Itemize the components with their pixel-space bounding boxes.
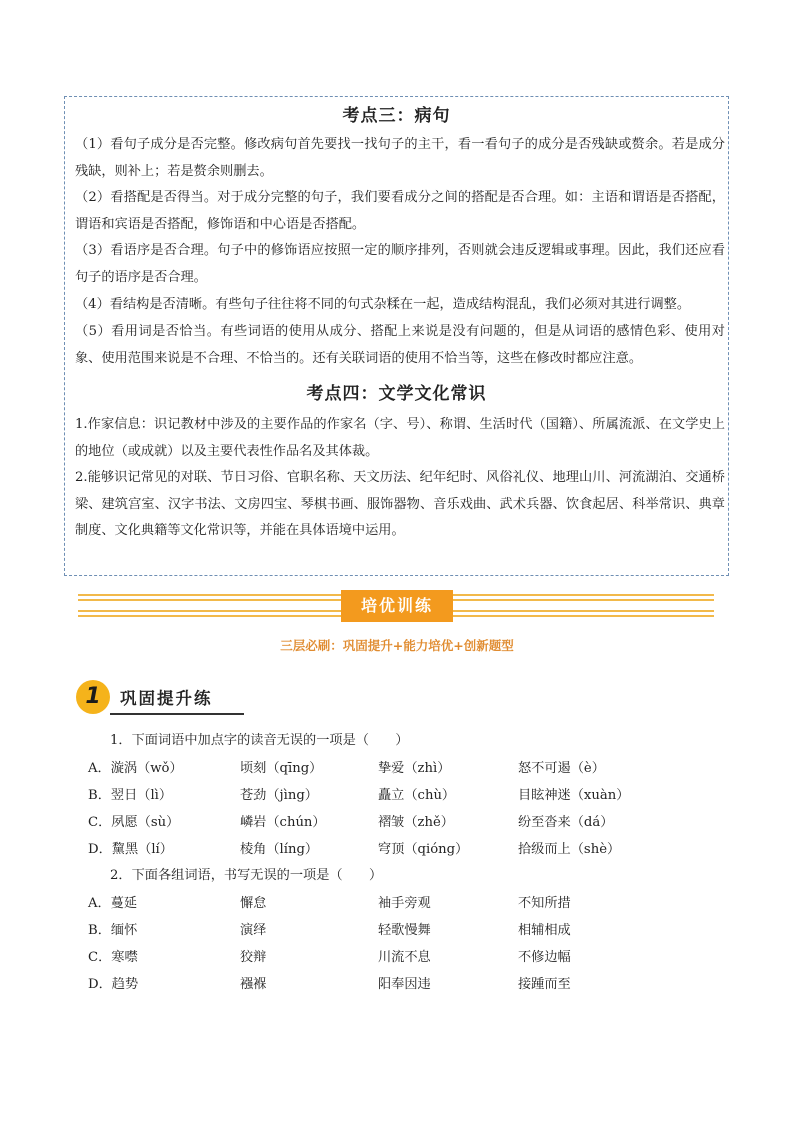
option-cell: 演绎 [240,923,267,938]
option-cell: 狡辩 [240,950,267,965]
section3-paragraph-2: （2）看搭配是否得当。对于成分完整的句子，我们要看成分之间的搭配是否合理。如：主语和谓语是否搭配，谓语和宾语是否搭配，修饰语和中心语是否搭配。 [75,190,725,232]
section4-title: 考点四：文学文化常识 [306,384,487,404]
option-cell: 挚爱（zhì） [378,761,451,776]
question-1-option-a [88,757,708,777]
option-cell: 拾级而上（shè） [518,842,621,857]
option-cell: 棱角（líng） [240,842,319,857]
section3-paragraph-3: （3）看语序是否合理。句子中的修饰语应按照一定的顺序排列，否则就会违反逻辑或事理。因此，我们还应看句子的语序是否合理。 [75,243,725,285]
option-cell: D．黧黑（lí） [88,842,173,857]
question-2-option-b [88,919,708,939]
question-2-option-a [88,892,708,912]
option-cell: A．蔓延 [88,896,138,911]
option-cell: 苍劲（jìng） [240,788,318,803]
section-heading [76,680,246,714]
question-1-option-c [88,811,708,831]
section3-paragraph-5: （5）看用词是否恰当。有些词语的使用从成分、搭配上来说是没有问题的，但是从词语的感情色彩、使用对象、使用范围来说是不合理、不恰当的。还有关联词语的使用不恰当等，这些在修改时都应注意。 [75,324,725,366]
option-cell: 褶皱（zhě） [378,815,454,830]
option-cell: 懈怠 [240,896,267,911]
section3-title: 考点三：病句 [342,106,451,126]
section-title: 巩固提升练 [120,689,213,708]
question-1-option-b [88,784,708,804]
option-cell: C．夙愿（sù） [88,815,180,830]
question-1-option-d [88,838,708,858]
question-2-option-d [88,973,708,993]
section4-paragraph-2: 2.能够识记常见的对联、节日习俗、官职名称、天文历法、纪年纪时、风俗礼仪、地理山川、河流湖泊、交通桥梁、建筑宫室、汉字书法、文房四宝、琴棋书画、服饰器物、音乐戏曲、武术兵器、饮食起居、科举常识、典章制度、文化典籍等文化常识等，并能在具体语境中运用。 [75,470,725,538]
option-cell: 阳奉因违 [378,977,431,992]
option-cell: 襁褓 [240,977,267,992]
option-cell: 相辅相成 [518,923,571,938]
option-cell: 怒不可遏（è） [518,761,605,776]
option-cell: 顷刻（qīng） [240,761,323,776]
option-cell: C．寒噤 [88,950,138,965]
option-cell: 穹顶（qióng） [378,842,469,857]
option-cell: D．趋势 [88,977,139,992]
option-cell: 目眩神迷（xuàn） [518,788,630,803]
section3-paragraph-1: （1）看句子成分是否完整。修改病句首先要找一找句子的主干，看一看句子的成分是否残缺或赘余。若是成分残缺，则补上；若是赘余则删去。 [75,137,725,179]
section-number-badge: 1 [76,680,110,714]
option-cell: 川流不息 [378,950,431,965]
banner-label: 培优训练 [341,590,453,622]
option-cell: 矗立（chù） [378,788,456,803]
knowledge-box [64,96,729,576]
question-2-stem: 2．下面各组词语，书写无误的一项是（ ） [110,868,383,883]
option-cell: 轻歌慢舞 [378,923,431,938]
option-cell: B．翌日（lì） [88,788,173,803]
option-cell: 袖手旁观 [378,896,431,911]
section4-paragraph-1: 1.作家信息：识记教材中涉及的主要作品的作家名（字、号）、称谓、生活时代（国籍）、所属流派、在文学史上的地位（或成就）以及主要代表性作品名及其体裁。 [75,417,725,459]
section3-paragraph-4: （4）看结构是否清晰。有些句子往往将不同的句式杂糅在一起，造成结构混乱，我们必须对其进行调整。 [75,297,691,312]
option-cell: A．漩涡（wǒ） [88,761,183,776]
option-cell: 纷至沓来（dá） [518,815,614,830]
option-cell: B．缅怀 [88,923,138,938]
option-cell: 不修边幅 [518,950,571,965]
option-cell: 不知所措 [518,896,571,911]
banner-subtitle: 三层必刷：巩固提升+能力培优+创新题型 [280,638,514,653]
question-1-stem: 1．下面词语中加点字的读音无误的一项是（ ） [110,733,409,748]
question-2-option-c [88,946,708,966]
section-underline [110,713,244,715]
option-cell: 嶙岩（chún） [240,815,326,830]
option-cell: 接踵而至 [518,977,571,992]
